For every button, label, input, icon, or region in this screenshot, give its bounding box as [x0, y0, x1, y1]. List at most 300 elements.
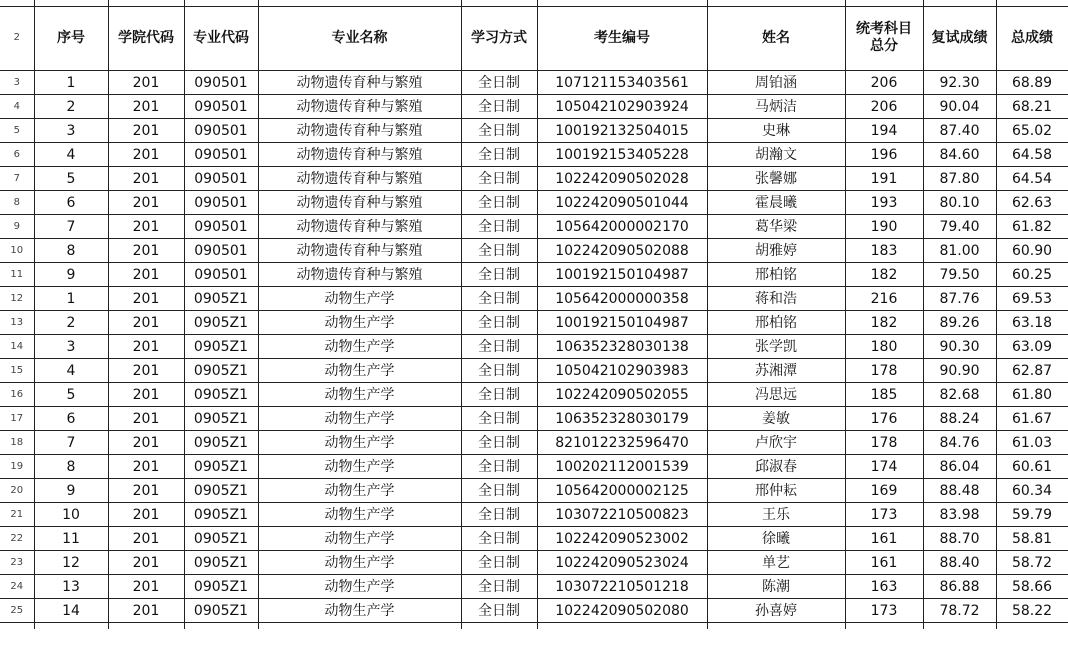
- major-name-cell[interactable]: 动物生产学: [258, 575, 461, 599]
- name-cell[interactable]: 陈潮: [707, 575, 845, 599]
- major-code-cell[interactable]: 0905Z1: [184, 287, 258, 311]
- row-number-cell[interactable]: 3: [0, 71, 34, 95]
- study-mode-cell[interactable]: 全日制: [461, 71, 537, 95]
- bottom-strip-row: [0, 623, 1068, 630]
- major-name-cell[interactable]: 动物生产学: [258, 335, 461, 359]
- exam-total-cell[interactable]: 161: [845, 527, 923, 551]
- table-row: [0, 431, 1068, 455]
- retest-score-cell[interactable]: 78.72: [923, 599, 996, 623]
- exam-id-cell[interactable]: 821012232596470: [537, 431, 707, 455]
- total-score-cell[interactable]: 60.34: [996, 479, 1068, 503]
- major-code-cell[interactable]: 0905Z1: [184, 359, 258, 383]
- name-cell[interactable]: 徐曦: [707, 527, 845, 551]
- college-code-cell[interactable]: 201: [108, 71, 184, 95]
- major-code-cell[interactable]: 090501: [184, 263, 258, 287]
- row-number-cell[interactable]: 4: [0, 95, 34, 119]
- major-name-cell[interactable]: 动物遗传育种与繁殖: [258, 263, 461, 287]
- seq-cell[interactable]: 1: [34, 71, 108, 95]
- college-code-cell[interactable]: 201: [108, 335, 184, 359]
- table-row: [0, 71, 1068, 95]
- column-header-study-mode[interactable]: 学习方式: [461, 7, 537, 71]
- major-name-cell[interactable]: 动物遗传育种与繁殖: [258, 95, 461, 119]
- row-number-cell[interactable]: 15: [0, 359, 34, 383]
- name-cell[interactable]: 周铂涵: [707, 71, 845, 95]
- total-score-cell[interactable]: 61.67: [996, 407, 1068, 431]
- exam-id-cell[interactable]: 100202112001539: [537, 455, 707, 479]
- major-name-cell[interactable]: 动物生产学: [258, 503, 461, 527]
- study-mode-cell[interactable]: 全日制: [461, 527, 537, 551]
- total-score-cell[interactable]: 69.53: [996, 287, 1068, 311]
- name-cell[interactable]: 张馨娜: [707, 167, 845, 191]
- college-code-cell[interactable]: 201: [108, 551, 184, 575]
- empty-cell: [258, 623, 461, 630]
- exam-id-cell[interactable]: 102242090502088: [537, 239, 707, 263]
- total-score-cell[interactable]: 61.82: [996, 215, 1068, 239]
- row-number-cell[interactable]: 11: [0, 263, 34, 287]
- exam-id-cell[interactable]: 102242090501044: [537, 191, 707, 215]
- exam-id-cell[interactable]: 102242090502080: [537, 599, 707, 623]
- table-row: [0, 455, 1068, 479]
- college-code-cell[interactable]: 201: [108, 479, 184, 503]
- exam-total-cell[interactable]: 180: [845, 335, 923, 359]
- major-name-cell[interactable]: 动物生产学: [258, 311, 461, 335]
- table-row: [0, 503, 1068, 527]
- exam-id-cell[interactable]: 105642000000358: [537, 287, 707, 311]
- retest-score-cell[interactable]: 82.68: [923, 383, 996, 407]
- row-number-cell[interactable]: 25: [0, 599, 34, 623]
- college-code-cell[interactable]: 201: [108, 191, 184, 215]
- column-header-seq[interactable]: 序号: [34, 7, 108, 71]
- name-cell[interactable]: 马炳洁: [707, 95, 845, 119]
- study-mode-cell[interactable]: 全日制: [461, 311, 537, 335]
- exam-total-cell[interactable]: 176: [845, 407, 923, 431]
- exam-id-cell[interactable]: 103072210500823: [537, 503, 707, 527]
- study-mode-cell[interactable]: 全日制: [461, 551, 537, 575]
- major-name-cell[interactable]: 动物遗传育种与繁殖: [258, 215, 461, 239]
- major-name-cell[interactable]: 动物遗传育种与繁殖: [258, 143, 461, 167]
- exam-id-cell[interactable]: 100192150104987: [537, 263, 707, 287]
- study-mode-cell[interactable]: 全日制: [461, 503, 537, 527]
- exam-total-cell[interactable]: 216: [845, 287, 923, 311]
- exam-id-cell[interactable]: 100192150104987: [537, 311, 707, 335]
- retest-score-cell[interactable]: 84.76: [923, 431, 996, 455]
- row-number-cell[interactable]: 13: [0, 311, 34, 335]
- exam-id-cell[interactable]: 102242090502028: [537, 167, 707, 191]
- exam-total-cell[interactable]: 206: [845, 71, 923, 95]
- table-row: [0, 287, 1068, 311]
- empty-cell: [996, 623, 1068, 630]
- table-row: [0, 551, 1068, 575]
- study-mode-cell[interactable]: 全日制: [461, 575, 537, 599]
- major-name-cell[interactable]: 动物生产学: [258, 551, 461, 575]
- name-cell[interactable]: 苏湘潭: [707, 359, 845, 383]
- college-code-cell[interactable]: 201: [108, 599, 184, 623]
- total-score-cell[interactable]: 63.18: [996, 311, 1068, 335]
- exam-id-cell[interactable]: 105042102903924: [537, 95, 707, 119]
- major-name-cell[interactable]: 动物生产学: [258, 527, 461, 551]
- college-code-cell[interactable]: 201: [108, 143, 184, 167]
- exam-total-cell[interactable]: 193: [845, 191, 923, 215]
- seq-cell[interactable]: 4: [34, 359, 108, 383]
- major-name-cell[interactable]: 动物遗传育种与繁殖: [258, 239, 461, 263]
- row-number-cell[interactable]: 22: [0, 527, 34, 551]
- name-cell[interactable]: 卢欣宇: [707, 431, 845, 455]
- college-code-cell[interactable]: 201: [108, 287, 184, 311]
- table-row: [0, 527, 1068, 551]
- column-header-exam-total-label: 统考科目总分: [856, 21, 912, 55]
- name-cell[interactable]: 单艺: [707, 551, 845, 575]
- major-code-cell[interactable]: 090501: [184, 143, 258, 167]
- exam-id-cell[interactable]: 100192153405228: [537, 143, 707, 167]
- total-score-cell[interactable]: 58.66: [996, 575, 1068, 599]
- total-score-cell[interactable]: 61.03: [996, 431, 1068, 455]
- retest-score-cell[interactable]: 83.98: [923, 503, 996, 527]
- total-score-cell[interactable]: 63.09: [996, 335, 1068, 359]
- major-name-cell[interactable]: 动物生产学: [258, 479, 461, 503]
- seq-cell[interactable]: 1: [34, 287, 108, 311]
- row-number-cell[interactable]: 17: [0, 407, 34, 431]
- row-number-cell[interactable]: 16: [0, 383, 34, 407]
- seq-cell[interactable]: 2: [34, 311, 108, 335]
- table-row: [0, 143, 1068, 167]
- college-code-cell[interactable]: 201: [108, 95, 184, 119]
- seq-cell[interactable]: 7: [34, 215, 108, 239]
- retest-score-cell[interactable]: 90.90: [923, 359, 996, 383]
- major-code-cell[interactable]: 0905Z1: [184, 599, 258, 623]
- row-number-cell[interactable]: 19: [0, 455, 34, 479]
- major-name-cell[interactable]: 动物生产学: [258, 455, 461, 479]
- retest-score-cell[interactable]: 84.60: [923, 143, 996, 167]
- empty-cell: [845, 623, 923, 630]
- exam-total-cell[interactable]: 206: [845, 95, 923, 119]
- total-score-cell[interactable]: 62.63: [996, 191, 1068, 215]
- total-score-cell[interactable]: 58.72: [996, 551, 1068, 575]
- retest-score-cell[interactable]: 88.48: [923, 479, 996, 503]
- empty-cell: [461, 623, 537, 630]
- total-score-cell[interactable]: 58.81: [996, 527, 1068, 551]
- major-code-cell[interactable]: 090501: [184, 191, 258, 215]
- exam-total-cell[interactable]: 194: [845, 119, 923, 143]
- seq-cell[interactable]: 12: [34, 551, 108, 575]
- row-number-cell[interactable]: 23: [0, 551, 34, 575]
- exam-id-cell[interactable]: 105642000002125: [537, 479, 707, 503]
- total-score-cell[interactable]: 68.21: [996, 95, 1068, 119]
- row-number-cell[interactable]: 2: [0, 7, 34, 71]
- major-code-cell[interactable]: 090501: [184, 215, 258, 239]
- name-cell[interactable]: 邢柏铭: [707, 263, 845, 287]
- seq-cell[interactable]: 5: [34, 383, 108, 407]
- study-mode-cell[interactable]: 全日制: [461, 119, 537, 143]
- exam-total-cell[interactable]: 174: [845, 455, 923, 479]
- college-code-cell[interactable]: 201: [108, 119, 184, 143]
- major-name-cell[interactable]: 动物遗传育种与繁殖: [258, 167, 461, 191]
- table-row: [0, 407, 1068, 431]
- retest-score-cell[interactable]: 90.30: [923, 335, 996, 359]
- row-number-cell[interactable]: 7: [0, 167, 34, 191]
- column-header-college-code[interactable]: 学院代码: [108, 7, 184, 71]
- empty-cell: [923, 623, 996, 630]
- table-row: [0, 215, 1068, 239]
- table-row: [0, 119, 1068, 143]
- table-row: [0, 383, 1068, 407]
- seq-cell[interactable]: 8: [34, 239, 108, 263]
- exam-total-cell[interactable]: 190: [845, 215, 923, 239]
- total-score-cell[interactable]: 64.58: [996, 143, 1068, 167]
- seq-cell[interactable]: 8: [34, 455, 108, 479]
- major-name-cell[interactable]: 动物生产学: [258, 431, 461, 455]
- row-number-cell[interactable]: 18: [0, 431, 34, 455]
- total-score-cell[interactable]: 60.61: [996, 455, 1068, 479]
- row-number-cell[interactable]: 20: [0, 479, 34, 503]
- exam-total-cell[interactable]: 173: [845, 599, 923, 623]
- empty-cell: [108, 623, 184, 630]
- major-name-cell[interactable]: 动物遗传育种与繁殖: [258, 71, 461, 95]
- study-mode-cell[interactable]: 全日制: [461, 191, 537, 215]
- retest-score-cell[interactable]: 80.10: [923, 191, 996, 215]
- study-mode-cell[interactable]: 全日制: [461, 143, 537, 167]
- exam-id-cell[interactable]: 105042102903983: [537, 359, 707, 383]
- major-code-cell[interactable]: 0905Z1: [184, 503, 258, 527]
- college-code-cell[interactable]: 201: [108, 215, 184, 239]
- retest-score-cell[interactable]: 79.50: [923, 263, 996, 287]
- study-mode-cell[interactable]: 全日制: [461, 263, 537, 287]
- exam-id-cell[interactable]: 100192132504015: [537, 119, 707, 143]
- seq-cell[interactable]: 5: [34, 167, 108, 191]
- total-score-cell[interactable]: 64.54: [996, 167, 1068, 191]
- table-row: [0, 311, 1068, 335]
- name-cell[interactable]: 张学凯: [707, 335, 845, 359]
- retest-score-cell[interactable]: 88.70: [923, 527, 996, 551]
- exam-total-cell[interactable]: 173: [845, 503, 923, 527]
- name-cell[interactable]: 姜敏: [707, 407, 845, 431]
- table-row: [0, 479, 1068, 503]
- study-mode-cell[interactable]: 全日制: [461, 215, 537, 239]
- exam-id-cell[interactable]: 102242090502055: [537, 383, 707, 407]
- column-header-total-score[interactable]: 总成绩: [996, 7, 1068, 71]
- name-cell[interactable]: 史琳: [707, 119, 845, 143]
- seq-cell[interactable]: 9: [34, 263, 108, 287]
- major-code-cell[interactable]: 0905Z1: [184, 575, 258, 599]
- name-cell[interactable]: 邢柏铭: [707, 311, 845, 335]
- major-code-cell[interactable]: 090501: [184, 239, 258, 263]
- table-row: [0, 95, 1068, 119]
- major-code-cell[interactable]: 0905Z1: [184, 407, 258, 431]
- name-cell[interactable]: 葛华梁: [707, 215, 845, 239]
- name-cell[interactable]: 蒋和浩: [707, 287, 845, 311]
- seq-cell[interactable]: 13: [34, 575, 108, 599]
- total-score-cell[interactable]: 62.87: [996, 359, 1068, 383]
- major-name-cell[interactable]: 动物遗传育种与繁殖: [258, 191, 461, 215]
- exam-total-cell[interactable]: 191: [845, 167, 923, 191]
- row-number-cell[interactable]: 21: [0, 503, 34, 527]
- table-row: [0, 167, 1068, 191]
- seq-cell[interactable]: 10: [34, 503, 108, 527]
- retest-score-cell[interactable]: 92.30: [923, 71, 996, 95]
- study-mode-cell[interactable]: 全日制: [461, 335, 537, 359]
- seq-cell[interactable]: 6: [34, 191, 108, 215]
- exam-total-cell[interactable]: 178: [845, 431, 923, 455]
- table-row: [0, 191, 1068, 215]
- major-code-cell[interactable]: 0905Z1: [184, 431, 258, 455]
- study-mode-cell[interactable]: 全日制: [461, 407, 537, 431]
- study-mode-cell[interactable]: 全日制: [461, 383, 537, 407]
- table-row: [0, 575, 1068, 599]
- row-number-cell[interactable]: 12: [0, 287, 34, 311]
- major-code-cell[interactable]: 0905Z1: [184, 335, 258, 359]
- table-row: [0, 599, 1068, 623]
- empty-cell: [707, 623, 845, 630]
- exam-id-cell[interactable]: 102242090523024: [537, 551, 707, 575]
- table-row: [0, 263, 1068, 287]
- exam-total-cell[interactable]: 178: [845, 359, 923, 383]
- total-score-cell[interactable]: 60.25: [996, 263, 1068, 287]
- college-code-cell[interactable]: 201: [108, 383, 184, 407]
- exam-total-cell[interactable]: 196: [845, 143, 923, 167]
- seq-cell[interactable]: 2: [34, 95, 108, 119]
- column-header-retest-score[interactable]: 复试成绩: [923, 7, 996, 71]
- name-cell[interactable]: 胡雅婷: [707, 239, 845, 263]
- name-cell[interactable]: 邢仲耘: [707, 479, 845, 503]
- row-number-cell[interactable]: 5: [0, 119, 34, 143]
- empty-cell: [184, 623, 258, 630]
- college-code-cell[interactable]: 201: [108, 359, 184, 383]
- name-cell[interactable]: 邱淑春: [707, 455, 845, 479]
- seq-cell[interactable]: 3: [34, 335, 108, 359]
- major-code-cell[interactable]: 090501: [184, 119, 258, 143]
- row-number-cell[interactable]: 8: [0, 191, 34, 215]
- row-number-cell[interactable]: 6: [0, 143, 34, 167]
- total-score-cell[interactable]: 60.90: [996, 239, 1068, 263]
- retest-score-cell[interactable]: 88.24: [923, 407, 996, 431]
- major-code-cell[interactable]: 0905Z1: [184, 551, 258, 575]
- header-row: [0, 7, 1068, 71]
- exam-total-cell[interactable]: 182: [845, 263, 923, 287]
- total-score-cell[interactable]: 58.22: [996, 599, 1068, 623]
- college-code-cell[interactable]: 201: [108, 407, 184, 431]
- exam-total-cell[interactable]: 169: [845, 479, 923, 503]
- row-number-cell[interactable]: 24: [0, 575, 34, 599]
- college-code-cell[interactable]: 201: [108, 527, 184, 551]
- study-mode-cell[interactable]: 全日制: [461, 167, 537, 191]
- total-score-cell[interactable]: 61.80: [996, 383, 1068, 407]
- major-name-cell[interactable]: 动物生产学: [258, 383, 461, 407]
- table-row: [0, 359, 1068, 383]
- retest-score-cell[interactable]: 88.40: [923, 551, 996, 575]
- study-mode-cell[interactable]: 全日制: [461, 479, 537, 503]
- table-row: [0, 335, 1068, 359]
- college-code-cell[interactable]: 201: [108, 263, 184, 287]
- column-header-major-name[interactable]: 专业名称: [258, 7, 461, 71]
- college-code-cell[interactable]: 201: [108, 455, 184, 479]
- study-mode-cell[interactable]: 全日制: [461, 239, 537, 263]
- column-header-major-code[interactable]: 专业代码: [184, 7, 258, 71]
- exam-id-cell[interactable]: 105642000002170: [537, 215, 707, 239]
- retest-score-cell[interactable]: 89.26: [923, 311, 996, 335]
- major-name-cell[interactable]: 动物生产学: [258, 599, 461, 623]
- major-name-cell[interactable]: 动物生产学: [258, 359, 461, 383]
- retest-score-cell[interactable]: 81.00: [923, 239, 996, 263]
- row-number-cell[interactable]: 10: [0, 239, 34, 263]
- name-cell[interactable]: 孙喜婷: [707, 599, 845, 623]
- retest-score-cell[interactable]: 87.76: [923, 287, 996, 311]
- college-code-cell[interactable]: 201: [108, 503, 184, 527]
- column-header-exam-id[interactable]: 考生编号: [537, 7, 707, 71]
- major-code-cell[interactable]: 0905Z1: [184, 311, 258, 335]
- study-mode-cell[interactable]: 全日制: [461, 287, 537, 311]
- study-mode-cell[interactable]: 全日制: [461, 431, 537, 455]
- major-name-cell[interactable]: 动物遗传育种与繁殖: [258, 119, 461, 143]
- seq-cell[interactable]: 6: [34, 407, 108, 431]
- college-code-cell[interactable]: 201: [108, 575, 184, 599]
- major-code-cell[interactable]: 0905Z1: [184, 455, 258, 479]
- major-name-cell[interactable]: 动物生产学: [258, 287, 461, 311]
- column-header-name[interactable]: 姓名: [707, 7, 845, 71]
- total-score-cell[interactable]: 65.02: [996, 119, 1068, 143]
- column-header-exam-total[interactable]: [845, 7, 923, 71]
- exam-total-cell[interactable]: 183: [845, 239, 923, 263]
- exam-total-cell[interactable]: 182: [845, 311, 923, 335]
- name-cell[interactable]: 胡瀚文: [707, 143, 845, 167]
- total-score-cell[interactable]: 68.89: [996, 71, 1068, 95]
- major-code-cell[interactable]: 090501: [184, 167, 258, 191]
- retest-score-cell[interactable]: 86.04: [923, 455, 996, 479]
- study-mode-cell[interactable]: 全日制: [461, 95, 537, 119]
- exam-total-cell[interactable]: 161: [845, 551, 923, 575]
- seq-cell[interactable]: 4: [34, 143, 108, 167]
- exam-id-cell[interactable]: 102242090523002: [537, 527, 707, 551]
- empty-cell: [34, 623, 108, 630]
- retest-score-cell[interactable]: 90.04: [923, 95, 996, 119]
- retest-score-cell[interactable]: 86.88: [923, 575, 996, 599]
- seq-cell[interactable]: 14: [34, 599, 108, 623]
- name-cell[interactable]: 冯思远: [707, 383, 845, 407]
- seq-cell[interactable]: 3: [34, 119, 108, 143]
- name-cell[interactable]: 霍晨曦: [707, 191, 845, 215]
- major-code-cell[interactable]: 0905Z1: [184, 527, 258, 551]
- exam-id-cell[interactable]: 107121153403561: [537, 71, 707, 95]
- college-code-cell[interactable]: 201: [108, 431, 184, 455]
- college-code-cell[interactable]: 201: [108, 311, 184, 335]
- major-code-cell[interactable]: 090501: [184, 71, 258, 95]
- college-code-cell[interactable]: 201: [108, 167, 184, 191]
- major-code-cell[interactable]: 090501: [184, 95, 258, 119]
- exam-id-cell[interactable]: 106352328030179: [537, 407, 707, 431]
- major-code-cell[interactable]: 0905Z1: [184, 383, 258, 407]
- retest-score-cell[interactable]: 87.80: [923, 167, 996, 191]
- study-mode-cell[interactable]: 全日制: [461, 359, 537, 383]
- major-name-cell[interactable]: 动物生产学: [258, 407, 461, 431]
- exam-id-cell[interactable]: 106352328030138: [537, 335, 707, 359]
- row-number-cell[interactable]: 9: [0, 215, 34, 239]
- college-code-cell[interactable]: 201: [108, 239, 184, 263]
- table-row: [0, 239, 1068, 263]
- row-number-cell[interactable]: 14: [0, 335, 34, 359]
- seq-cell[interactable]: 9: [34, 479, 108, 503]
- exam-total-cell[interactable]: 163: [845, 575, 923, 599]
- study-mode-cell[interactable]: 全日制: [461, 599, 537, 623]
- seq-cell[interactable]: 7: [34, 431, 108, 455]
- major-code-cell[interactable]: 0905Z1: [184, 479, 258, 503]
- exam-total-cell[interactable]: 185: [845, 383, 923, 407]
- total-score-cell[interactable]: 59.79: [996, 503, 1068, 527]
- retest-score-cell[interactable]: 79.40: [923, 215, 996, 239]
- name-cell[interactable]: 王乐: [707, 503, 845, 527]
- retest-score-cell[interactable]: 87.40: [923, 119, 996, 143]
- exam-id-cell[interactable]: 103072210501218: [537, 575, 707, 599]
- study-mode-cell[interactable]: 全日制: [461, 455, 537, 479]
- empty-cell: [537, 623, 707, 630]
- seq-cell[interactable]: 11: [34, 527, 108, 551]
